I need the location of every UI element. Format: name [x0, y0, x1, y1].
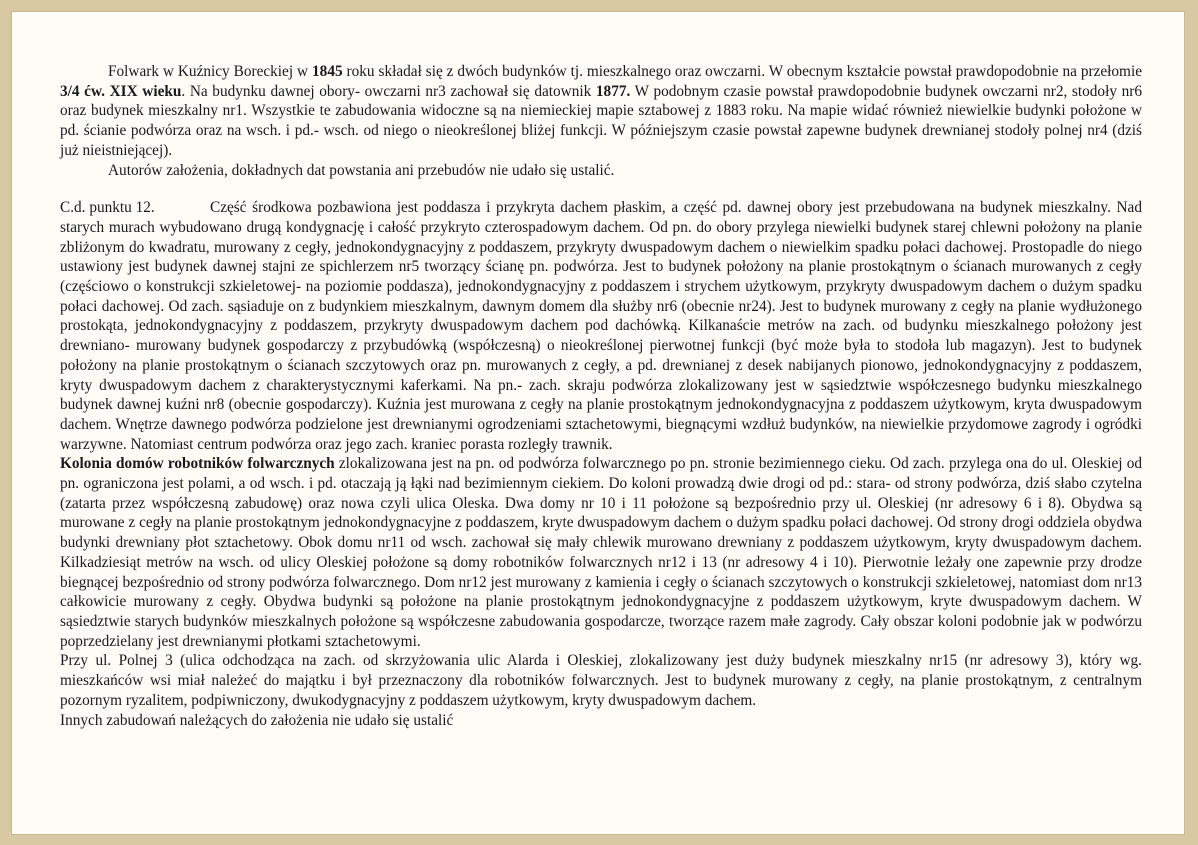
paragraph-authors: Autorów założenia, dokładnych dat powstania ani przebudów nie udało się ustalić. — [108, 161, 615, 179]
century-phrase: 3/4 ćw. XIX wieku — [60, 82, 182, 100]
continuation-text: Część środkowa pozbawiona jest poddasza i przykryta dachem płaskim, a część pd. dawnej obory jest przebudowana na budynek mieszkalny. Nad starych murach wybudowano drugą kondygnację i całość przykryto czterospadowym dachem. Od pn. do obory przylega niewielki budynek starej chlewni położony na planie zbliżonym do kwadratu, murowany z cegły, jednokondygnacyjny z poddaszem, przykryty dwuspadowym dachem o niewielkim spadku połaci dachowej. Prostopadle do niego ustawiony jest budynek dawnej stajni ze spichlerzem nr5 tworzący ścianę pn. podwórza. Jest to budynek położony na planie prostokątnym o ścianach murowanych z cegły (częściowo o konstrukcji szkieletowej- na poziomie poddasza), jednokondygnacyjny z poddaszem i strychem użytkowym, przykryty dwuspadowym dachem o dużym spadku połaci dachowej. Od zach. sąsiaduje on z budynkiem mieszkalnym, dawnym domem dla służby nr6 (obecnie nr24). Jest to budynek murowany z cegły na planie wydłużonego prostokąta, jednokondygnacyjny z poddaszem, przykryty dwuspadowym dachem pod dachówką. Kilkanaście metrów na zach. od budynku mieszkalnego położony jest drewniano- murowany budynek gospodarczy z przybudówką (współczesną) o nieokreślonej pierwotnej funkcji (być może była to stodoła lub magazyn). Jest to budynek położony na planie prostokątnym o ścianach szczytowych oraz pn. murowanych z cegły, a pd. drewnianej z desek nabijanych pionowo, jednokondygnacyjny z poddaszem, kryty dwuspadowym dachem z charakterystycznymi kaferkami. Na pn.- zach. skraju podwórza zlokalizowany jest w sąsiedztwie współczesnego budynku mieszkalnego budynek dawnej kuźni nr8 (obecnie gospodarczy). Kuźnia jest murowana z cegły na planie prostokątnym jednokondygnacyjna z poddaszem użytkowym, kryta dwuspadowym dachem. Wnętrze dawnego podwórza podzielone jest drewnianymi ogrodzeniami sztachetowymi, biegnącymi wzdłuż budynków, na niewielkie przydomowe zagrody i ogródki warzywne. Natomiast centrum podwórza oraz jego zach. kraniec porasta rozległy trawnik. — [60, 199, 1142, 453]
year-1877: 1877. — [595, 82, 631, 100]
history-text-4: W podobnym czasie powstał prawdopodobnie budynek owczarni nr2, stodoły nr6 oraz budynek mieszkalny nr1. Wszystkie te zabudowania widoczne są na niemieckiej mapie sztabowej z 1883 roku. Na mapie widać również niewielkie budynki położone w pd. ścianie podwórza oraz na wsch. i pd.- wsch. od niego o nieokreślonej bliżej funkcji. W późniejszym czasie powstał zapewne budynek drewnianej stodoły polnej nr4 (dziś już nieistniejącej). — [60, 82, 1142, 159]
paragraph-history — [60, 62, 1142, 161]
year-1845: 1845 — [312, 63, 343, 80]
paragraph-continuation — [60, 198, 1142, 454]
document-body — [60, 62, 1142, 730]
paragraph-colony — [60, 454, 1142, 651]
history-text-3: . Na budynku dawnej obory- owczarni nr3 zachował się datownik — [181, 82, 596, 100]
document-card — [12, 12, 1184, 834]
continuation-label: C.d. punktu 12. — [60, 199, 155, 217]
colony-text: zlokalizowana jest na pn. od podwórza folwarcznego po pn. stronie bezimiennego cieku. Od zach. przylega ona do ul. Oleskiej od pn. ograniczona jest polami, a od wsch. i pd. otaczają ją łąki nad bezimiennym ciekiem. Do koloni prowadzą dwie drogi od pd.: stara- od strony podwórza, dziś słabo czytelna (zatarta przez współczesną zabudowę) oraz nowa czyli ulica Oleska. Dwa domy nr 10 i 11 położone są bezpośrednio przy ul. Oleskiej (nr adresowy 6 i 8). Obydwa są murowane z cegły na planie prostokątnym jednokondygnacyjne z poddaszem, kryte dwuspadowym dachem o dużym spadku połaci dachowej. Od strony drogi oddziela obydwa budynki drewniany płot sztachetowy. Obok domu nr11 od wsch. zachował się mały chlewik murowano drewniany z poddaszem użytkowym, kryty dwuspadowym dachem. Kilkadziesiąt metrów na wsch. od ulicy Oleskiej położone są domy robotników folwarcznych nr12 i 13 (nr adresowy 4 i 10). Pierwotnie leżały one zapewnie przy drodze biegnącej bezpośrednio od strony podwórza folwarcznego. Dom nr12 jest murowany z kamienia i cegły o ścianach szczytowych o konstrukcji szkieletowej, natomiast dom nr13 całkowicie murowany z cegły. Obydwa budynki są położone na planie prostokątnym jednokondygnacyjne z poddaszem użytkowym, kryte dwuspadowym dachem. W sąsiedztwie starych budynków mieszkalnych położone są współczesne zabudowania gospodarcze, tworzące razem małe zagrody. Cały obszar koloni podobnie jak w podwórzu poprzedzielany jest drewnianymi płotkami sztachetowymi. — [60, 455, 1142, 650]
history-text-2: roku składał się z dwóch budynków tj. mieszkalnego oraz owczarni. W obecnym kształcie powstał prawdopodobnie na przełomie — [342, 63, 1142, 80]
paragraph-polna: Przy ul. Polnej 3 (ulica odchodząca na zach. od skrzyżowania ulic Alarda i Oleskiej, zlokalizowany jest duży budynek mieszkalny nr15 (nr adresowy 3), który wg. mieszkańców wsi miał należeć do majątku i był przeznaczony dla robotników folwarcznych. Jest to budynek murowany z cegły, na planie prostokątnym, z centralnym pozornym ryzalitem, podpiwniczony, dwukodygnacyjny z poddaszem użytkowym, kryty dwuspadowym dachem. — [60, 652, 1142, 709]
colony-heading: Kolonia domów robotników folwarcznych — [60, 455, 335, 473]
paragraph-closing: Innych zabudowań należących do założenia nie udało się ustalić — [60, 711, 454, 729]
history-text-1: Folwark w Kuźnicy Boreckiej w — [108, 63, 313, 80]
